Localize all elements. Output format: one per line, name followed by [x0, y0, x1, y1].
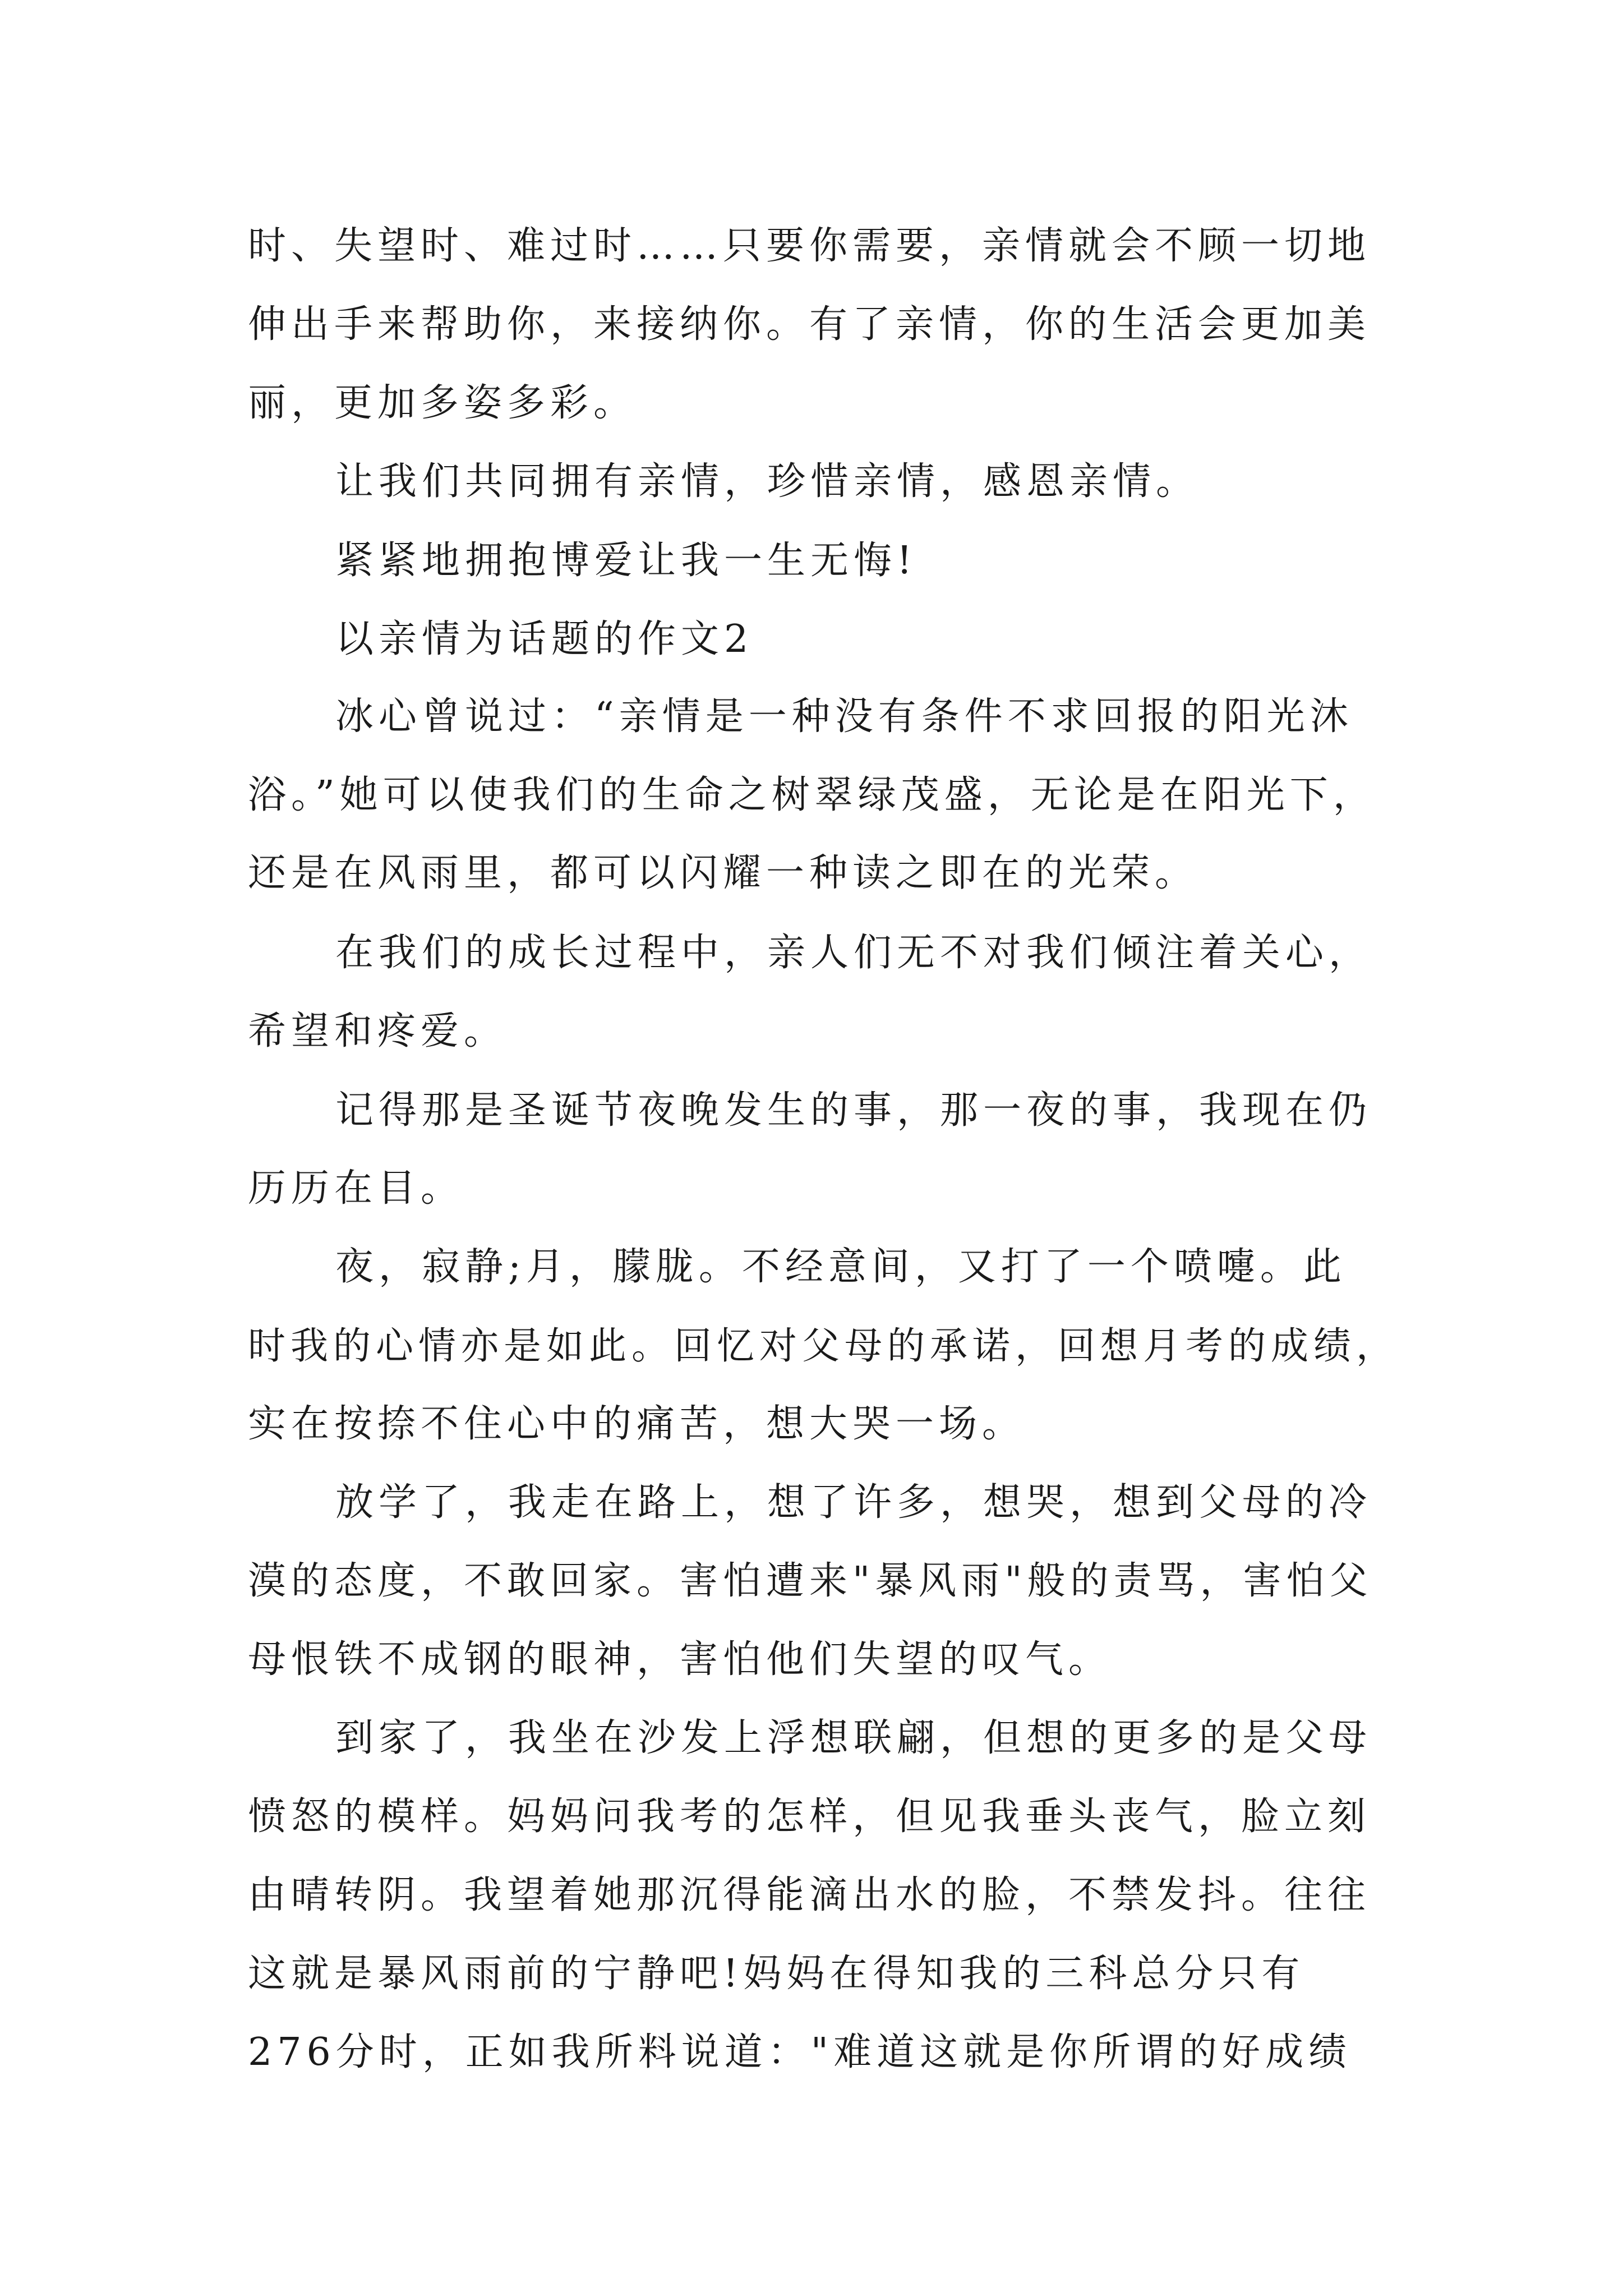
body-text-line: 漠的态度，不敢回家。害怕遭来"暴风雨"般的责骂，害怕父	[248, 1559, 1373, 1603]
body-text-line: 记得那是圣诞节夜晚发生的事，那一夜的事，我现在仍	[335, 1088, 1372, 1133]
body-text-line: 夜，寂静;月，朦胧。不经意间，又打了一个喷嚏。此	[335, 1245, 1347, 1289]
body-text-line: 放学了，我走在路上，想了许多，想哭，想到父母的冷	[335, 1480, 1372, 1525]
body-text-line: 愤怒的模样。妈妈问我考的怎样，但见我垂头丧气，脸立刻	[248, 1795, 1371, 1839]
body-text-line: 伸出手来帮助你，来接纳你。有了亲情，你的生活会更加美	[248, 302, 1371, 347]
body-text-line: 这就是暴风雨前的宁静吧!妈妈在得知我的三科总分只有	[248, 1952, 1305, 1996]
body-text-line: 实在按捺不住心中的痛苦，想大哭一场。	[248, 1402, 1026, 1446]
body-text-line: 紧紧地拥抱博爱让我一生无悔!	[335, 539, 917, 583]
body-text-line: 浴。”她可以使我们的生命之树翠绿茂盛，无论是在阳光下，	[248, 773, 1376, 817]
body-text-line: 还是在风雨里，都可以闪耀一种读之即在的光荣。	[248, 851, 1198, 895]
body-text-line: 时、失望时、难过时……只要你需要，亲情就会不顾一切地	[248, 224, 1371, 268]
body-text-line: 让我们共同拥有亲情，珍惜亲情，感恩亲情。	[335, 459, 1200, 504]
body-text-line: 到家了，我坐在沙发上浮想联翩，但想的更多的是父母	[335, 1716, 1372, 1760]
body-text-line: 276分时，正如我所料说道："难道这就是你所谓的好成绩	[248, 2030, 1352, 2074]
body-text-line: 丽，更加多姿多彩。	[248, 381, 637, 425]
body-text-line: 母恨铁不成钢的眼神，害怕他们失望的叹气。	[248, 1637, 1112, 1682]
section-heading: 以亲情为话题的作文2	[335, 617, 754, 661]
body-text-line: 时我的心情亦是如此。回忆对父母的承诺，回想月考的成绩，	[248, 1324, 1399, 1368]
body-text-line: 在我们的成长过程中，亲人们无不对我们倾注着关心，	[335, 931, 1372, 975]
body-text-line: 希望和疼爱。	[248, 1009, 508, 1053]
body-text-line: 冰心曾说过：“亲情是一种没有条件不求回报的阳光沐	[335, 694, 1353, 739]
body-text-line: 由晴转阴。我望着她那沉得能滴出水的脸，不禁发抖。往往	[248, 1873, 1371, 1917]
body-text-line: 历历在目。	[248, 1166, 464, 1211]
